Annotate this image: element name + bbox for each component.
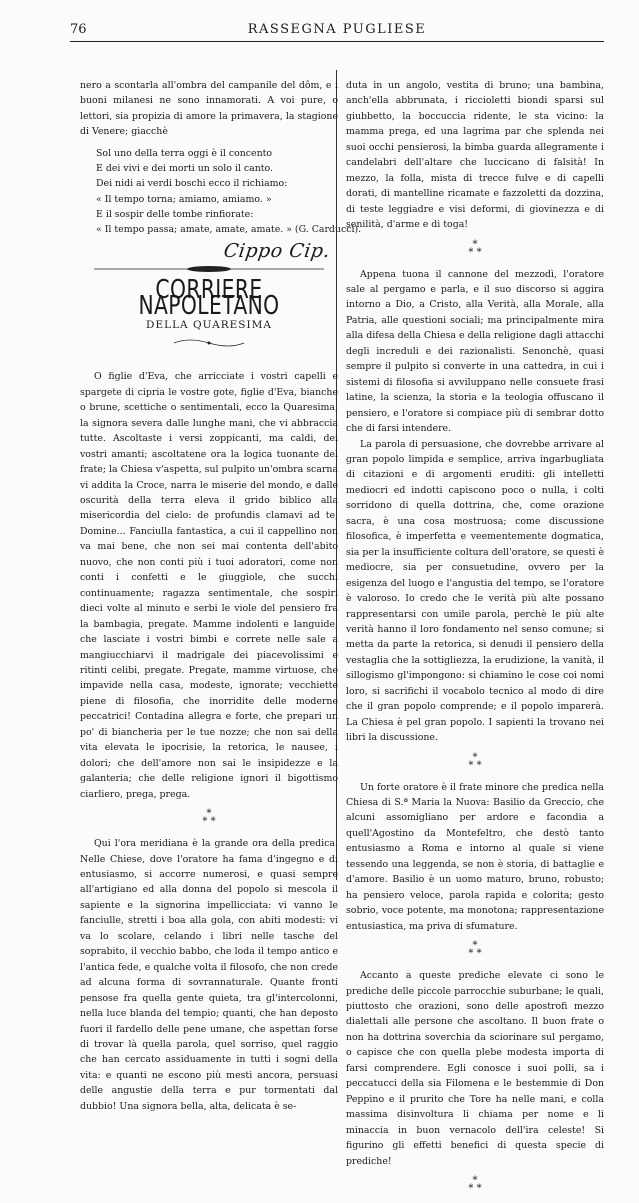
article-paragraph: Qui l'ora meridiana è la grande ora della predica. Nelle Chiese, dove l'oratore ha fama d'ingegno e di entusiasmo, si accorre numerosi, e quasi sempre all'artigiano ed alla donna del popolo si mescola il sapiente e la signorina impellicciata: vi vanno le fanciulle, stretti i boa alla gola, con abiti modesti: vi va lo scolare, celando i libri nelle tasche del soprabito, il vecchio babbo, che loda il tempo antico e l'antica fede, e qualche volta il filosofo, che non crede ad alcuna forma di sovrannaturale. Quante fronti pensose fra quella gente quieta, tra gl'intercolonni, nella luce blanda del tempio; quanti, che han deposto fuori il fardello delle pene umane, che aspettan forse di trovar là quella parola, quel sorriso, quel raggio che han cercato assiduamente in tutti i sogni della vita: e quanti ne escono più mesti ancora, persuasi delle angustie della terra e pur tormentati dal dubbio! Una signora bella, alta, delicata è se- bbox=[80, 838, 338, 1112]
subtitle-flourish bbox=[80, 337, 338, 351]
poem-line: « Il tempo passa; amate, amate, amate. » (G. Carducci). bbox=[96, 224, 362, 236]
asterism: * * * bbox=[468, 238, 482, 258]
asterism: * * * bbox=[202, 808, 216, 828]
article-paragraph: Un forte oratore è il frate minore che predica nella Chiesa di S.ª Maria la Nuova: Basilio da Greccio, che alcuni assomigliano per ardore e facondia a quell'Agostino da Montefeltro, che destò tanto entusiasmo a Roma e intorno al quale si viene tessendo una leggenda, se non è storia, di battaglie e d'amore. Basilio è un uomo maturo, bruno, robusto; ha pensiero veloce, parola rapida e colorita; gesto sobrio, voce potente, ma monotona; rappresentazione entusiastica, ma priva di sfumature. bbox=[346, 781, 604, 932]
poem-line: E il sospir delle tombe rinfiorate: bbox=[96, 209, 254, 220]
asterism: * * * bbox=[468, 1175, 482, 1194]
article-title: CORRIERE NAPOLETANO bbox=[138, 275, 280, 321]
intro-paragraph: nero a scontarla all'ombra del campanile del dôm, e i buoni milanesi ne sono innamorati. A voi pure, o lettori, sia propizia di amore la primavera, la stagione di Venere; giacchè bbox=[80, 80, 338, 138]
ornament-rule-icon bbox=[84, 263, 334, 275]
header-rule bbox=[70, 41, 604, 42]
article-paragraph: O figlie d'Eva, che arricciate i vostri capelli e spargete di cipria le vostre gote, figlie d'Eva, bianche o brune, scettiche o sentimentali, ecco la Quaresima, la signora severa dalle lunghe mani, che vi abbraccia tutte. Ascoltaste i versi zoppicanti, ma caldi, dei vostri amanti; ascoltatene ora la logica tuonante del frate; la Chiesa v'aspetta, sul pulpito un'ombra scarna vi addita la Croce, narra le miserie del mondo, e dalle oscurità della terra eleva il grido biblico alla misericordia del cielo: de profundis clamavi ad te, Domine... Fanciulla fantastica, a cui il cappellino non va mai bene, che non sei mai contenta dell'abito nuovo, che non conti più i tuoi adoratori, come non conti i confetti e le giuggiole, che succhi continuamente; ragazza sentimentale, che sospiri dieci volte al minuto e serbi le viole del pensiero fra la bambagia, pregate. Mamme indolenti e languide, che lasciate i vostri bimbi e correte nelle sale a mangiucchiarvi il madrigale dei piacevolissimi e ritinti celibi, pregate. Pregate, mamme virtuose, che impavide nella casa, modeste, ignorate; vecchiette piene di filosofia, che inorridite delle moderne peccatrici! Contadina allegra e forte, che prepari un po' di biancheria per le tue nozze; che non sai della vita elevata le ipocrisie, la retorica, le nausee, i dolori; che dell'amore non sai le insipidezze e la galanteria; che delle religione ignori il bigottismo ciarliero, prega, prega. bbox=[80, 371, 338, 800]
flourish-icon bbox=[169, 337, 249, 349]
poem-line: Dei nidi ai verdi boschi ecco il richiamo: bbox=[96, 178, 288, 190]
article-paragraph: duta in un angolo, vestita di bruno; una bambina, anch'ella abbrunata, i riccioletti biondi sparsi sul giubbetto, la boccuccia ridente, le sta vicino: la mamma prega, ed una lagrima par che splenda nei suoi occhi pensierosi, la bimba guarda allegramente i candelabri dell'altare che luccicano di falsità! In mezzo, la folla, mista di trecce fulve e di capelli dorati, di mantelline ricamate e fazzoletti da dozzina, di teste leggiadre e visi deformi, di giovinezza e di senilità, d'arme e di toga! bbox=[346, 80, 604, 231]
article-subtitle: DELLA QUARESIMA bbox=[146, 318, 272, 331]
asterism: * * * bbox=[468, 751, 482, 771]
article-paragraph: La parola di persuasione, che dovrebbe arrivare al gran popolo limpida e semplice, arriva ingarbugliata di citazioni e di argomenti eruditi: gli intelletti mediocri ed indotti capiscono poco o nulla, i colti sorridono di quella dottrina, che, come orazione sacra, è una cosa mostruosa; come discussione filosofica, è imperfetta e veementemente dogmatica, sia per la insufficiente coltura dell'oratore, se questi è mediocre, sia per consuetudine, ovvero per la esigenza del luogo e l'angustia del tempo, se l'oratore è valoroso. Io credo che le verità più alte possano rappresentarsi con umile parola, perchè le più alte verità hanno il loro fondamento nel senso comune; si metta da parte la retorica, si denudi il pensiero della vestaglia che la sottigliezza, la erudizione, la vanità, il sillogismo gl'impongono: si chiamino le cose coi nomi loro, si sacrifichi il vocabolo tecnico al modo di dire che il gran popolo comprende; e il popolo imparerà. La Chiesa è pel gran popolo. I sapienti la trovano nei libri la discussione. bbox=[346, 438, 604, 744]
page-number: 76 bbox=[70, 22, 87, 37]
article-paragraph: Appena tuona il cannone del mezzodì, l'oratore sale al pergamo e parla, e il suo discorso si aggira intorno a Dio, a Cristo, alla Verità, alla Morale, alla Patria, alle questioni sociali; ma principalmente mira alla difesa della Chiesa e della religione dagli attacchi degli increduli e dei razionalisti. Senonchè, quasi sempre il pulpito si converte in una cattedra, in cui i sistemi di filosofia si avviluppano nelle consuete frasi latine, la scienza, la storia e la teologia offuscano il pensiero, e l'oratore si compiace più di sembrar dotto che di farsi intendere. bbox=[346, 268, 604, 435]
poem-line: « Il tempo torna; amiamo, amiamo. » bbox=[96, 193, 272, 205]
poem bbox=[96, 146, 362, 238]
journal-title: RASSEGNA PUGLIESE bbox=[247, 22, 427, 37]
page-header bbox=[70, 20, 604, 40]
article-paragraph: Accanto a queste prediche elevate ci sono le prediche delle piccole parrocchie suburbane; le quali, piuttosto che orazioni, sono delle apostrofi mezzo dialettali alle persone che ascoltano. Il buon frate o non ha dottrina soverchia da sciorinare sul pergamo, o capisce che con quella plebe modesta importa di farsi comprendere. Egli conosce i suoi polli, sa i peccatucci della sia Filomena e le bestemmie di Don Peppino e il prurito che Tore ha nelle mani, e colla massima disinvoltura li chiama per nome e li minaccia in buon vernacolo dell'ira celeste! Si figurino gli effetti benefici di questa specie di prediche! bbox=[346, 970, 604, 1167]
author-signature: Cippo Cip. bbox=[222, 239, 332, 262]
poem-line: Sol uno della terra oggi è il concento bbox=[96, 147, 273, 159]
right-column bbox=[346, 78, 604, 1203]
left-column bbox=[80, 78, 362, 1114]
poem-line: E dei vivi e dei morti un solo il canto. bbox=[96, 163, 273, 175]
asterism: * * * bbox=[468, 940, 482, 960]
